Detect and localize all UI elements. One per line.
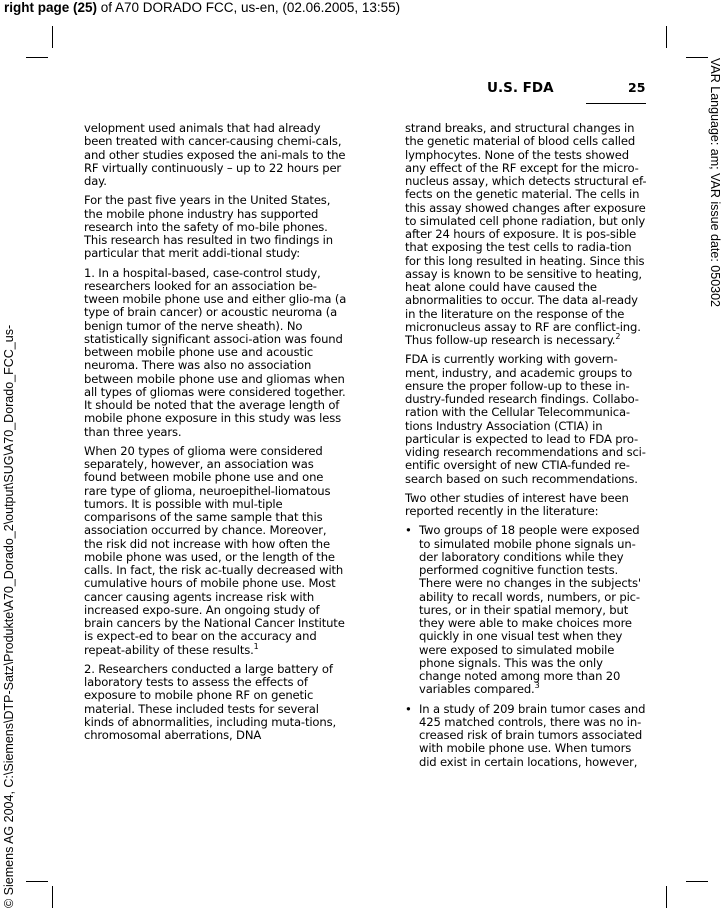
- print-slug-page: right page (25): [4, 0, 98, 15]
- paragraph: Two other studies of interest have been reported recently in the literature:: [405, 490, 629, 518]
- page-number: 25: [628, 80, 646, 95]
- side-note-right: VAR Language: am; VAR issue date: 050302: [708, 58, 722, 308]
- bullet-list: [405, 524, 647, 769]
- crop-mark: [26, 881, 48, 882]
- crop-mark: [52, 886, 53, 908]
- paragraph-with-footnote: [84, 445, 348, 657]
- left-column: [84, 122, 348, 748]
- print-slug: [4, 0, 400, 16]
- paragraph-text: strand breaks, and structural changes in the genetic material of blood cells called lymphocytes. None of the tests showed any effect of the RF except for the micro-nucleus assay, which detects structural ef-fects on the genetic material. The cells in this assay showed changes after exposure to simulated cell phone radiation, but only after 24 hours of exposure. It is pos-sible that exposing the test cells to radia-tion for this long resulted in heating. Since this assay is known to be sensitive to heating, heat alone could have caused the abnormalities to occur. The data al-ready in the literature on the response of the micronucleus assay to RF are conflict-ing. Thus follow-up research is necessary.: [405, 121, 647, 347]
- crop-mark: [686, 57, 708, 58]
- paragraph: For the past five years in the United States, the mobile phone industry has supported research into the safety of mo-bile phones. This research has resulted in two findings in particular that merit addi-tional study:: [84, 193, 333, 261]
- crop-mark: [52, 26, 53, 48]
- paragraph: 2. Researchers conducted a large battery of laboratory tests to assess the effects of exposure to mobile phone RF on genetic material. These included tests for several kinds of abnormalities, including muta-tions, chromosomal aberrations, DNA: [84, 661, 336, 742]
- paragraph: velopment used animals that had already been treated with cancer-causing chemi-cals, and other studies exposed the ani-mals to the RF virtually continuously – up to 22 hours per day.: [84, 121, 346, 188]
- list-item-text: Two groups of 18 people were exposed to simulated mobile phone signals un-der laboratory conditions while they performed cognitive function tests. There were no changes in the subjects' ability to recall words, numbers, or pic-tures, or in their spatial memory, but they were able to make choices more quickly in one visual test when they were exposed to simulated mobile phone signals. This was the only change noted among more than 20 variables compared.: [419, 523, 641, 697]
- right-column: [405, 122, 647, 775]
- footnote-ref: 2: [615, 332, 621, 342]
- footnote-ref: 1: [253, 641, 259, 651]
- running-title: U.S. FDA: [487, 80, 554, 96]
- paragraph: FDA is currently working with govern-ment, industry, and academic groups to ensure the proper follow-up to these in-dustry-funded research findings. Collabo-ration with the Cellular Telecommunica-tions Industry Association (CTIA) in particular is expected to lead to FDA pro-viding research recommendations and sci-entific oversight of new CTIA-funded re-search based on such recommendations.: [405, 352, 646, 486]
- crop-mark: [686, 881, 708, 882]
- list-item: [405, 703, 647, 769]
- paragraph: 1. In a hospital-based, case-control study, researchers looked for an association be-tween mobile phone use and either glio-ma (a type of brain cancer) or acoustic neuroma (a benign tumor of the nerve sheath). No statistically significant associ-ation was found between mobile phone use and acoustic neuroma. There was also no association between mobile phone use and gliomas when all types of gliomas were considered together. It should be noted that the average length of mobile phone exposure in this study was less than three years.: [84, 265, 347, 439]
- list-item-text: In a study of 209 brain tumor cases and 425 matched controls, there was no in-creased risk of brain tumors associated with mobile phone use. When tumors did exist in certain locations, however,: [419, 701, 646, 769]
- side-note-left: © Siemens AG 2004, C:\Siemens\DTP-Satz\Produkte\A70_Dorado_2\output\SUG\A70_Dorado_FCC_us-: [2, 324, 16, 908]
- crop-mark: [26, 57, 48, 58]
- print-slug-detail: of A70 DORADO FCC, us-en, (02.06.2005, 13:55): [97, 0, 401, 15]
- paragraph-text: When 20 types of glioma were considered separately, however, an association was found between mobile phone use and one rare type of glioma, neuroepithel-liomatous tumors. It is possible with mul-tiple comparisons of the same sample that this association occurred by chance. Moreover, the risk did not increase with how often the mobile phone was used, or the length of the calls. In fact, the risk ac-tually decreased with cumulative hours of mobile phone use. Most cancer causing agents increase risk with increased expo-sure. An ongoing study of brain cancers by the National Cancer Institute is expect-ed to bear on the accuracy and repeat-ability of these results.: [84, 443, 345, 657]
- crop-mark: [666, 26, 667, 48]
- footnote-ref: 3: [534, 681, 540, 691]
- header-rule: [586, 103, 646, 104]
- list-item: [405, 524, 647, 696]
- paragraph-with-footnote: [405, 122, 647, 347]
- crop-mark: [666, 886, 667, 908]
